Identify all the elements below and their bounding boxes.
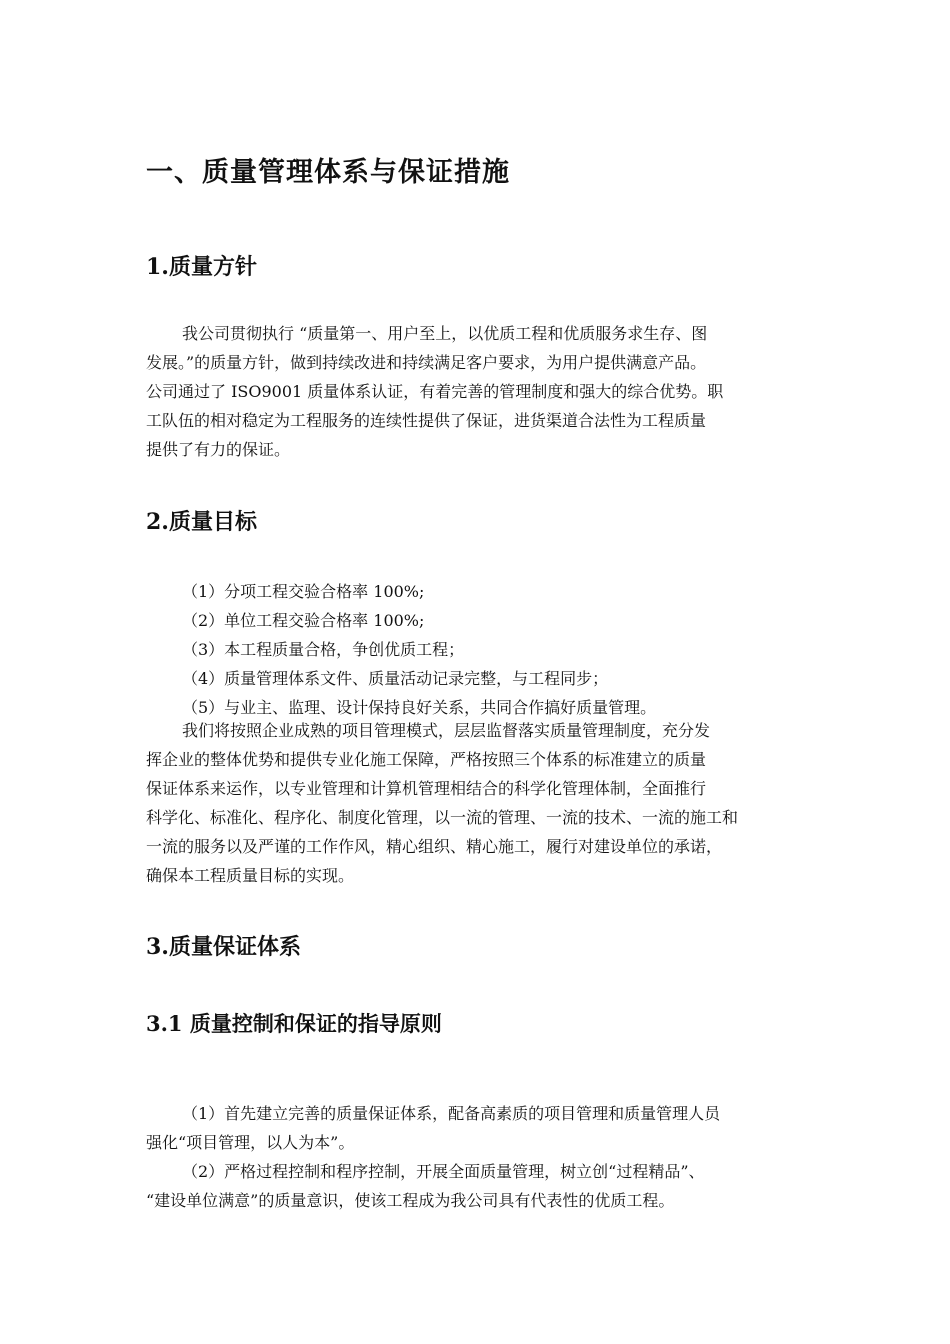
paragraph-line: 确保本工程质量目标的实现。 xyxy=(146,866,355,885)
document-title: 一、质量管理体系与保证措施 xyxy=(146,157,510,188)
paragraph-line: 我们将按照企业成熟的项目管理模式，层层监督落实质量管理制度，充分发 xyxy=(182,721,711,740)
goal-item: （4）质量管理体系文件、质量活动记录完整，与工程同步； xyxy=(182,669,609,688)
subsection-heading-guiding-principles: 3.1 质量控制和保证的指导原则 xyxy=(146,1011,442,1036)
goal-item: （1）分项工程交验合格率 100%; xyxy=(182,582,425,601)
paragraph-line: 工队伍的相对稳定为工程服务的连续性提供了保证，进货渠道合法性为工程质量 xyxy=(146,411,707,430)
paragraph-line: 保证体系来运作，以专业管理和计算机管理相结合的科学化管理体制，全面推行 xyxy=(146,779,707,798)
guiding-principles-paragraph xyxy=(146,1099,810,1215)
paragraph-line: 科学化、标准化、程序化、制度化管理，以一流的管理、一流的技术、一流的施工和 xyxy=(146,808,739,827)
paragraph-line: 发展。”的质量方针，做到持续改进和持续满足客户要求，为用户提供满意产品。 xyxy=(146,353,707,372)
quality-policy-paragraph xyxy=(146,319,810,464)
goal-item: （3）本工程质量合格，争创优质工程； xyxy=(182,640,465,659)
paragraph-line: 公司通过了 ISO9001 质量体系认证，有着完善的管理制度和强大的综合优势。职 xyxy=(146,382,724,401)
section-heading-quality-goals: 2.质量目标 xyxy=(146,509,257,535)
section-heading-quality-policy: 1.质量方针 xyxy=(146,254,257,280)
paragraph-line: （2）严格过程控制和程序控制，开展全面质量管理，树立创“过程精品”、 xyxy=(182,1162,705,1181)
paragraph-line: （1）首先建立完善的质量保证体系，配备高素质的项目管理和质量管理人员 xyxy=(182,1104,721,1123)
section-heading-quality-assurance-system: 3.质量保证体系 xyxy=(146,934,301,960)
paragraph-line: 挥企业的整体优势和提供专业化施工保障，严格按照三个体系的标准建立的质量 xyxy=(146,750,707,769)
quality-goals-paragraph xyxy=(146,716,810,890)
goal-item: （5）与业主、监理、设计保持良好关系，共同合作搞好质量管理。 xyxy=(182,698,657,717)
goal-item: （2）单位工程交验合格率 100%; xyxy=(182,611,425,630)
paragraph-line: 我公司贯彻执行 “质量第一、用户至上，以优质工程和优质服务求生存、图 xyxy=(182,324,708,343)
paragraph-line: 提供了有力的保证。 xyxy=(146,440,291,459)
paragraph-line: 一流的服务以及严谨的工作作风，精心组织、精心施工，履行对建设单位的承诺， xyxy=(146,837,723,856)
paragraph-line: 强化“项目管理，以人为本”。 xyxy=(146,1133,355,1152)
paragraph-line: “建设单位满意”的质量意识，使该工程成为我公司具有代表性的优质工程。 xyxy=(146,1191,675,1210)
